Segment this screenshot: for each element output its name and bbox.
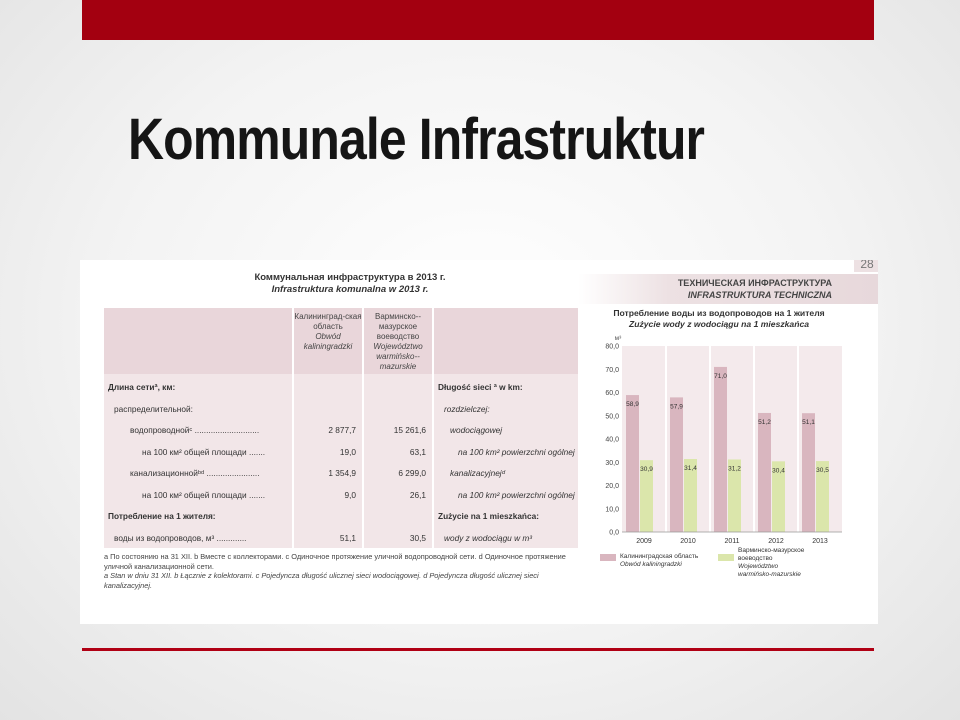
row-label-pl: na 100 km² powierzchni ogólnej (458, 446, 575, 457)
row-value-kaliningrad: 1 354,9 (328, 468, 356, 478)
legend-label-pl: warmińsko-mazurskie (738, 571, 801, 578)
y-tick-label: 0,0 (609, 529, 619, 537)
row-label-ru: воды из водопроводов, м³ ............. (114, 532, 247, 543)
bar-kaliningrad (802, 413, 815, 532)
y-tick-label: 50,0 (605, 413, 619, 421)
row-value-kaliningrad: 51,1 (339, 532, 356, 543)
row-label-ru: водопроводнойᶜ ............................ (130, 425, 260, 435)
row-value-warmia: 15 261,6 (393, 425, 426, 435)
bar-kaliningrad (670, 397, 683, 532)
data-label: 30,9 (640, 466, 653, 474)
row-label-ru: на 100 км² общей площади ....... (142, 446, 266, 457)
footnote-ru: а По состоянию на 31 XII. b Вместе с коллекторами. c Одиночное протяжение уличной водопроводной сети. d Одиночное протяжение уличной канализационной сети. (104, 552, 566, 571)
y-tick-label: 20,0 (605, 483, 619, 490)
table-row (104, 419, 578, 441)
column-header-pl: Obwód kaliningradzki (303, 332, 353, 351)
y-tick-label: 40,0 (605, 436, 619, 444)
y-tick-label: 10,0 (605, 506, 619, 514)
row-value-kaliningrad: 19,0 (339, 446, 356, 457)
row-label-pl: Długość sieci ª w km: (438, 382, 523, 392)
column-header-kaliningrad (294, 312, 362, 352)
table-row (104, 398, 578, 420)
section-title-ru: ТЕХНИЧЕСКАЯ ИНФРАСТРУКТУРА (677, 278, 832, 288)
column-header-ru: Калининград-ская область (294, 312, 362, 331)
row-label-pl: wodociągowej (450, 425, 503, 435)
x-tick-label: 2013 (812, 538, 828, 545)
column-header-ru: Варминско--мазурское воеводство (375, 312, 421, 341)
chart-title-ru: Потребление воды из водопроводов на 1 жителя (613, 308, 825, 318)
row-label-ru: на 100 км² общей площади ....... (142, 489, 266, 500)
table-row (104, 484, 578, 506)
chart-title (594, 308, 844, 330)
table-title (200, 272, 500, 296)
x-tick-label: 2009 (636, 538, 652, 545)
x-tick-label: 2010 (680, 538, 696, 545)
row-value-warmia: 63,1 (409, 446, 426, 457)
row-value-warmia: 26,1 (409, 489, 426, 500)
section-title-pl: INFRASTRUKTURA TECHNICZNA (687, 290, 832, 300)
page-number: 28 (854, 260, 878, 272)
row-label-ru: Длина сетиª, км: (108, 382, 176, 392)
row-label-ru: распределительной: (114, 403, 193, 414)
row-label-pl: kanalizacyjnejᵈ (450, 468, 505, 478)
data-label: 30,5 (816, 467, 829, 475)
table-row (104, 527, 578, 549)
top-accent-bar (82, 0, 874, 40)
data-label: 51,2 (758, 418, 771, 426)
data-label: 51,1 (802, 419, 815, 427)
table-row (104, 441, 578, 463)
row-label-ru: канализационнойᵇᵈ ....................... (130, 468, 260, 478)
table-row (104, 376, 578, 398)
legend-label-pl: Obwód kaliningradzki (620, 561, 682, 568)
bar-kaliningrad (714, 367, 727, 532)
y-tick-label: 70,0 (605, 366, 619, 374)
row-value-warmia: 30,5 (409, 532, 426, 543)
data-label: 58,9 (626, 401, 639, 409)
y-axis-unit: м³ (614, 335, 622, 342)
data-label: 31,4 (684, 464, 697, 472)
table-row (104, 462, 578, 484)
bar-kaliningrad (626, 395, 639, 532)
table-row (104, 505, 578, 527)
row-label-pl: Zużycie na 1 mieszkańca: (438, 511, 539, 521)
row-label-ru: Потребление на 1 жителя: (108, 511, 216, 521)
row-value-warmia: 6 299,0 (398, 468, 426, 478)
data-label: 71,0 (714, 372, 727, 380)
slide-title: Kommunale Infrastruktur (128, 107, 705, 172)
column-header-warmia (366, 312, 430, 372)
row-label-pl: wody z wodociągu w m³ (444, 532, 533, 543)
chart-subtitle-pl: Zużycie wody z wodociągu na 1 mieszkańca (628, 319, 810, 329)
legend-swatch (600, 554, 616, 561)
table-title-ru: Коммунальная инфраструктура в 2013 г. (254, 272, 446, 283)
y-tick-label: 80,0 (605, 343, 619, 351)
column-header-pl: Województwo warmińsko--mazurskie (373, 342, 423, 371)
footnote-pl: a Stan w dniu 31 XII. b Łącznie z kolektorami. c Pojedyncza długość ulicznej sieci wodociągowej. d Pojedyncza długość ulicznej sieci kanalizacyjnej. (104, 571, 539, 590)
table-footnotes (104, 552, 584, 590)
x-tick-label: 2011 (724, 538, 740, 545)
water-consumption-chart (590, 332, 850, 622)
row-label-pl: na 100 km² powierzchni ogólnej (458, 489, 575, 500)
legend-swatch (718, 554, 734, 561)
legend-label-ru: воеводство (738, 555, 773, 562)
row-value-kaliningrad: 2 877,7 (328, 425, 356, 435)
x-tick-label: 2012 (768, 538, 784, 545)
row-value-kaliningrad: 9,0 (344, 489, 356, 500)
y-tick-label: 60,0 (605, 390, 619, 397)
legend-label-pl: Województwo (738, 563, 779, 570)
row-label-pl: rozdzielczej: (444, 403, 490, 414)
bar-kaliningrad (758, 413, 771, 532)
section-title (640, 277, 832, 301)
y-tick-label: 30,0 (605, 459, 619, 467)
document-image (80, 260, 878, 624)
data-label: 30,4 (772, 467, 785, 475)
legend-label-ru: Калининградская область (620, 553, 699, 560)
data-label: 31,2 (728, 465, 741, 473)
bottom-accent-line (82, 648, 874, 651)
infrastructure-table (104, 308, 578, 548)
data-label: 57,9 (670, 403, 683, 411)
table-title-pl: Infrastruktura komunalna w 2013 r. (271, 284, 429, 295)
legend-label-ru: Варминско-мазурское (738, 547, 805, 554)
